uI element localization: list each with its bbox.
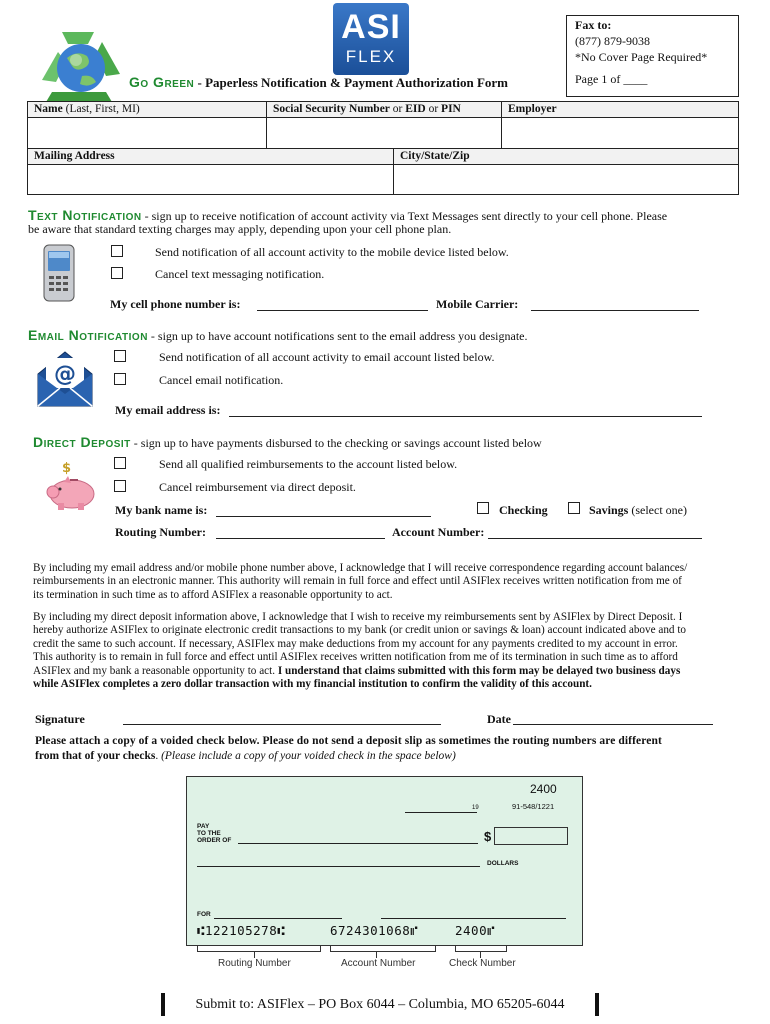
piggy-bank-icon <box>44 458 98 512</box>
micr-bracket-account <box>330 946 436 952</box>
legal-p1-line: By including my email address and/or mobile phone number above, I acknowledge that I will receive correspondence regarding account balances/ <box>33 562 688 574</box>
text-notification-heading: Text Notification <box>28 207 142 223</box>
legal-p2-line: credit the same to such account. If necessary, ASIFlex may make deductions from my account for any payments credited to my account in error. <box>33 637 678 650</box>
ssn-pin: PIN <box>441 103 461 115</box>
text-intro-line2: be aware that standard texting charges may apply, depending upon your cell phone plan. <box>28 222 452 236</box>
pay-to-line: PAY <box>197 823 210 830</box>
deposit-option1-label: Send all qualified reimbursements to the account listed below. <box>159 457 458 471</box>
go-green-label: Go Green <box>129 74 195 90</box>
attach-line1: Please attach a copy of a voided check below. Please do not send a deposit slip as sometimes the routing numbers are different <box>35 735 662 747</box>
savings-label: Savings <box>589 503 629 517</box>
employer-header <box>501 101 739 118</box>
mobile-phone-icon <box>42 244 76 302</box>
city-header <box>393 148 739 165</box>
legal-p2-line: hereby authorize ASIFlex to originate electronic credit transactions to my bank (or credit union or savings & loan) account indicated above and to <box>33 624 687 637</box>
mailing-address-field[interactable] <box>27 164 394 195</box>
savings-checkbox[interactable] <box>568 502 580 514</box>
checking-checkbox[interactable] <box>477 502 489 514</box>
ssn-header <box>266 101 502 118</box>
attach-line2-bold: from that of your checks <box>35 750 156 762</box>
caption-account: Account Number <box>341 958 416 969</box>
date-label: Date <box>487 712 511 726</box>
legal-p2-line6: while ASIFlex completes a zero dollar transaction with my financial institution to confirm the validity of this account. <box>33 678 592 691</box>
email-address-label: My email address is: <box>115 403 221 417</box>
mobile-carrier-input[interactable] <box>531 310 699 311</box>
cell-phone-input[interactable] <box>257 310 428 311</box>
direct-deposit-heading: Direct Deposit <box>33 434 131 450</box>
submit-address: Submit to: ASIFlex – PO Box 6044 – Columbia, MO 65205-6044 <box>195 997 565 1012</box>
check-dollars-label: DOLLARS <box>487 860 519 867</box>
ssn-or-1: or <box>389 103 406 115</box>
email-envelope-icon <box>36 348 94 408</box>
account-number-input[interactable] <box>488 538 702 539</box>
check-for-label: FOR <box>197 911 211 918</box>
check-signature-line <box>381 918 566 919</box>
legal-p1-line: its termination in such time as to afford ASIFlex a reasonable opportunity to act. <box>33 588 393 601</box>
legal-paragraph-2 <box>33 611 738 691</box>
memo-line <box>214 918 342 919</box>
mailing-header <box>27 148 394 165</box>
routing-number-label: Routing Number: <box>115 525 207 539</box>
email-option2-label: Cancel email notification. <box>159 373 284 387</box>
name-field[interactable] <box>27 117 267 149</box>
savings-label-group <box>589 503 687 518</box>
asiflex-logo <box>333 3 409 75</box>
logo-line1: ASI <box>341 8 401 46</box>
micr-bracket-routing <box>197 946 321 952</box>
text-option1-label: Send notification of all account activity to the mobile device listed below. <box>155 245 509 259</box>
svg-text:@: @ <box>54 362 76 387</box>
name-label: Name <box>34 103 63 115</box>
checking-label: Checking <box>499 503 548 517</box>
ssn-label: Social Security Number <box>273 103 390 115</box>
deposit-option1-checkbox[interactable] <box>114 457 126 469</box>
micr-bracket-check <box>455 946 507 952</box>
legal-p2-line: By including my direct deposit information above, I acknowledge that I wish to receive my reimbursements sent by ASIFlex by Direct Deposit. I <box>33 611 683 623</box>
caption-routing: Routing Number <box>218 958 291 969</box>
text-intro: - sign up to receive notification of account activity via Text Messages sent directly to your cell phone. Please <box>141 209 668 223</box>
check-date-line <box>405 812 477 813</box>
employer-label: Employer <box>508 103 557 115</box>
email-notification-heading: Email Notification <box>28 327 148 343</box>
email-intro-line <box>28 327 528 344</box>
name-hint: (Last, First, MI) <box>62 103 140 115</box>
city-label: City/State/Zip <box>400 150 470 162</box>
deposit-intro: - sign up to have payments disbursed to the checking or savings account listed below <box>130 436 542 450</box>
ssn-eid: EID <box>405 103 426 115</box>
check-year-prefix: 19 <box>472 805 479 811</box>
email-option1-checkbox[interactable] <box>114 350 126 362</box>
email-option1-label: Send notification of all account activity to email account listed below. <box>159 350 495 364</box>
signature-label: Signature <box>35 712 85 726</box>
text-option1-checkbox[interactable] <box>111 245 123 257</box>
legal-paragraph-1 <box>33 562 738 602</box>
payee-line <box>238 843 478 844</box>
micr-routing: ⑆122105278⑆ <box>197 923 286 938</box>
deposit-intro-line <box>33 434 542 451</box>
bank-name-label: My bank name is: <box>115 503 208 517</box>
fax-note: *No Cover Page Required* <box>575 50 708 64</box>
mailing-label: Mailing Address <box>34 150 115 162</box>
recycle-globe-icon <box>32 22 128 106</box>
routing-number-input[interactable] <box>216 538 385 539</box>
amount-words-line <box>197 866 480 867</box>
pay-to-line: TO THE <box>197 830 221 837</box>
logo-line2: FLEX <box>345 47 397 66</box>
signature-input[interactable] <box>123 724 441 725</box>
form-title <box>129 74 508 92</box>
deposit-option2-checkbox[interactable] <box>114 480 126 492</box>
legal-p2-line5b: I understand that claims submitted with this form may be delayed two business days <box>277 664 681 677</box>
ssn-or-2: or <box>425 103 442 115</box>
pay-to-line: ORDER OF <box>197 837 232 844</box>
email-option2-checkbox[interactable] <box>114 373 126 385</box>
pay-to-label <box>197 823 231 844</box>
deposit-option2-label: Cancel reimbursement via direct deposit. <box>159 480 356 494</box>
page-number: Page 1 of ____ <box>575 72 648 86</box>
legal-p2-line: This authority is to remain in full force and effect until ASIFlex receives written notification from me of its termination in such time as to afford <box>33 651 678 664</box>
city-state-zip-field[interactable] <box>393 164 739 195</box>
bank-name-input[interactable] <box>216 516 431 517</box>
fax-label: Fax to: <box>575 18 612 32</box>
text-option2-label: Cancel text messaging notification. <box>155 267 325 281</box>
email-intro: - sign up to have account notifications sent to the email address you designate. <box>147 329 528 343</box>
attach-line2-italic: (Please include a copy of your voided check in the space below) <box>161 750 456 762</box>
account-number-label: Account Number: <box>392 525 485 539</box>
text-option2-checkbox[interactable] <box>111 267 123 279</box>
check-number: 2400 <box>530 782 557 796</box>
fax-number: (877) 879-9038 <box>575 34 650 48</box>
caption-check: Check Number <box>449 958 516 969</box>
ssn-field[interactable] <box>266 117 502 149</box>
cell-phone-label: My cell phone number is: <box>110 297 241 311</box>
check-amount-box <box>494 827 568 845</box>
check-fraction: 91-548/1221 <box>512 802 555 811</box>
form-title-text: - Paperless Notification & Payment Authorization Form <box>194 75 508 90</box>
attach-line2-sep: . <box>155 750 162 762</box>
svg-text:$: $ <box>62 461 72 476</box>
email-address-input[interactable] <box>229 416 702 417</box>
legal-p2-line5a: ASIFlex and my bank a reasonable opportunity to act. <box>33 664 278 677</box>
check-dollar-sign: $ <box>484 829 492 844</box>
date-input[interactable] <box>513 724 713 725</box>
employer-field[interactable] <box>501 117 739 149</box>
legal-p2-line <box>33 665 738 678</box>
attach-line2 <box>35 750 456 762</box>
name-header <box>27 101 267 118</box>
micr-account: 6724301068⑈ <box>330 923 419 938</box>
select-one-hint: (select one) <box>628 503 687 517</box>
legal-p1-line: reimbursements in an electronic manner. This authority will remain in full force and effect until ASIFlex receives written notification from me of <box>33 575 682 588</box>
mobile-carrier-label: Mobile Carrier: <box>436 297 519 311</box>
micr-check: 2400⑈ <box>455 923 496 938</box>
submit-address-box <box>161 993 599 1016</box>
